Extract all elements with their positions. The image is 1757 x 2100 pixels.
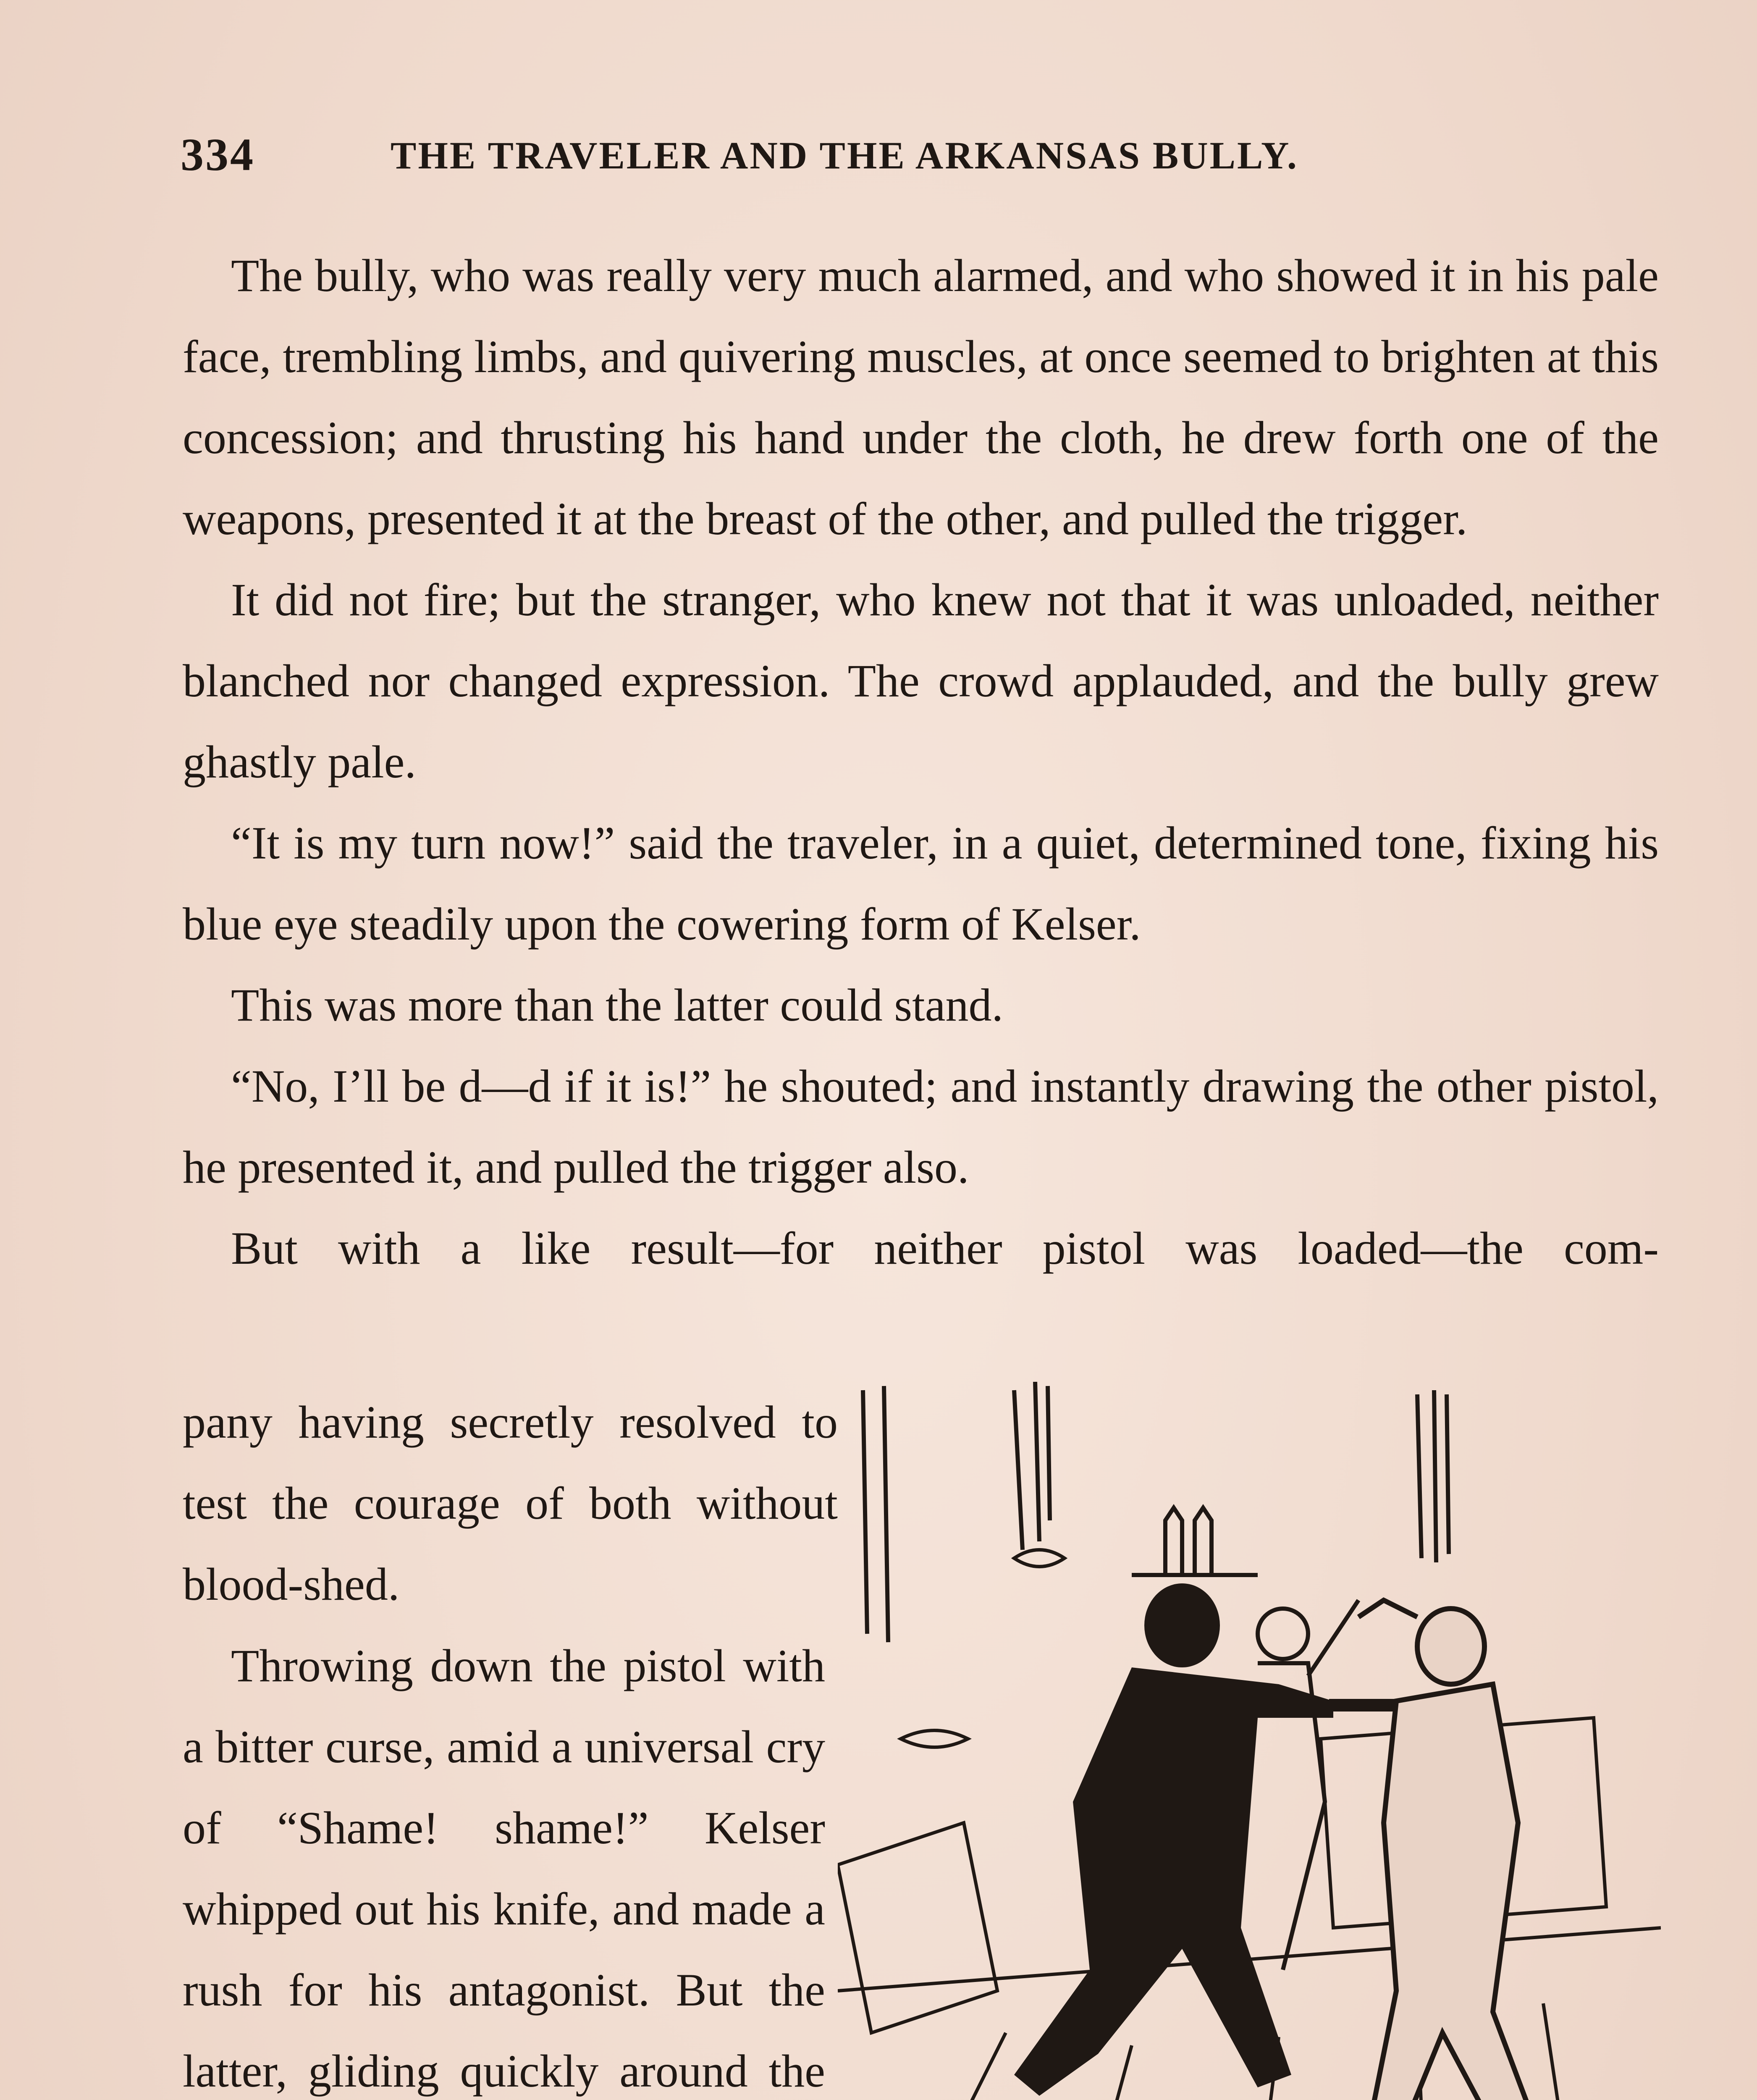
- paragraph: This was more than the latter could stand.: [231, 979, 1003, 1031]
- paragraph: Throwing down the pistol with a bitter curse, amid a universal cry of “Shame! shame!” Kelser whipped out his knife, and made a rush for his antagonist. But the latter, gliding quickly around the: [183, 1640, 825, 2097]
- page-header: [181, 128, 1482, 191]
- illustration: [838, 1382, 1661, 2100]
- paragraph: The bully, who was really very much alarmed, and who showed it in his pale face, trembling limbs, and quivering muscles, at once seemed to brighten at this concession; and thrusting his hand under the cloth, he drew forth one of the weapons, presented it at the breast of the other, and pulled the trigger.: [183, 250, 1659, 544]
- body-text: [183, 235, 1659, 1289]
- paragraph: But with a like result—for neither pistol was loaded—the com-: [231, 1223, 1659, 1274]
- wrapped-text-2: [183, 1625, 825, 2100]
- engraving-image: [838, 1382, 1661, 2100]
- wrapped-text-1: [183, 1382, 838, 1625]
- paragraph: “No, I’ll be d—d if it is!” he shouted; and instantly drawing the other pistol, he presented it, and pulled the trigger also.: [183, 1060, 1659, 1193]
- paragraph: “It is my turn now!” said the traveler, in a quiet, determined tone, fixing his blue eye steadily upon the cowering form of Kelser.: [183, 817, 1659, 950]
- page-number: 334: [181, 129, 255, 180]
- paragraph: It did not fire; but the stranger, who knew not that it was unloaded, neither blanched nor changed expression. The crowd applauded, and the bully grew ghastly pale.: [183, 574, 1659, 788]
- paragraph: pany having secretly resolved to test the courage of both without blood-shed.: [183, 1396, 838, 1610]
- running-title: THE TRAVELER AND THE ARKANSAS BULLY.: [391, 134, 1298, 177]
